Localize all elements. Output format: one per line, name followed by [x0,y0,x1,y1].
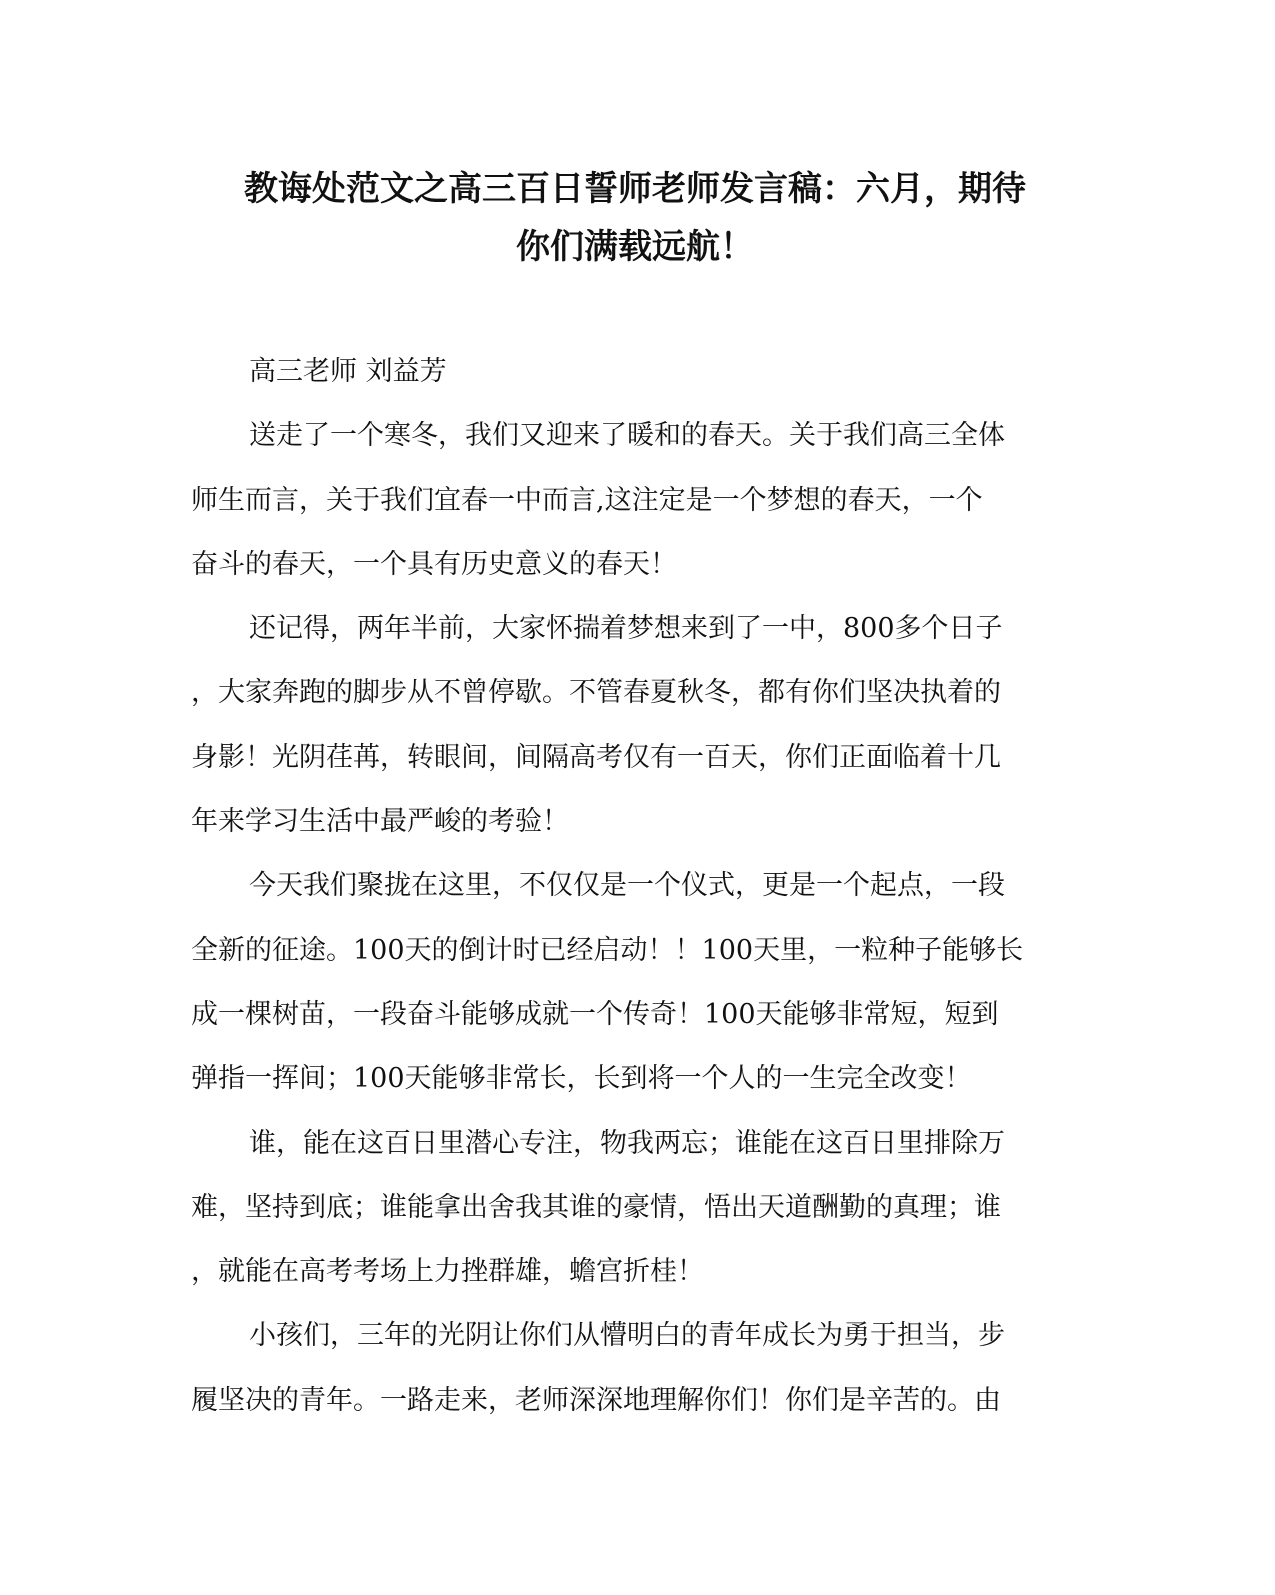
body-line: 送走了一个寒冬，我们又迎来了暖和的春天。关于我们高三全体 [249,420,1005,452]
body-line: 难，坚持到底；谁能拿出舍我其谁的豪情，悟出天道酬勤的真理；谁 [191,1191,1001,1223]
body-line: 履坚决的青年。一路走来，老师深深地理解你们！你们是辛苦的。由 [191,1384,1001,1416]
body-line: ，就能在高考考场上力挫群雄，蟾宫折桂！ [191,1256,704,1288]
author-line: 高三老师 刘益芳 [249,356,447,387]
body-line: 师生而言，关于我们宜春一中而言,这注定是一个梦想的春天，一个 [191,484,983,516]
body-line: 弹指一挥间；100天能够非常长，长到将一个人的一生完全改变！ [191,1063,972,1095]
body-line: 成一棵树苗，一段奋斗能够成就一个传奇！100天能够非常短，短到 [191,998,999,1030]
title-line-1: 教诲处范文之高三百日誓师老师发言稿：六月，期待 [244,169,1026,209]
body-line: 身影！光阴荏苒，转眼间，间隔高考仅有一百天，你们正面临着十几 [191,741,1001,773]
body-line: 还记得，两年半前，大家怀揣着梦想来到了一中，800多个日子 [249,613,1003,645]
title-line-2: 你们满载远航！ [516,227,754,267]
document-title [185,160,1085,276]
paragraph-lines [191,404,1061,1433]
body-line: ，大家奔跑的脚步从不曾停歇。不管春夏秋冬，都有你们坚决执着的 [191,677,1001,709]
body-line: 年来学习生活中最严峻的考验！ [191,806,569,838]
document-body [191,340,1061,1433]
body-line: 小孩们，三年的光阴让你们从懵明白的青年成长为勇于担当，步 [249,1320,1005,1352]
body-line: 谁，能在这百日里潜心专注，物我两忘；谁能在这百日里排除万 [249,1127,1005,1159]
body-line: 今天我们聚拢在这里，不仅仅是一个仪式，更是一个起点，一段 [249,870,1005,902]
body-line: 奋斗的春天，一个具有历史意义的春天！ [191,548,677,580]
body-line: 全新的征途。100天的倒计时已经启动！！100天里，一粒种子能够长 [191,934,1024,966]
